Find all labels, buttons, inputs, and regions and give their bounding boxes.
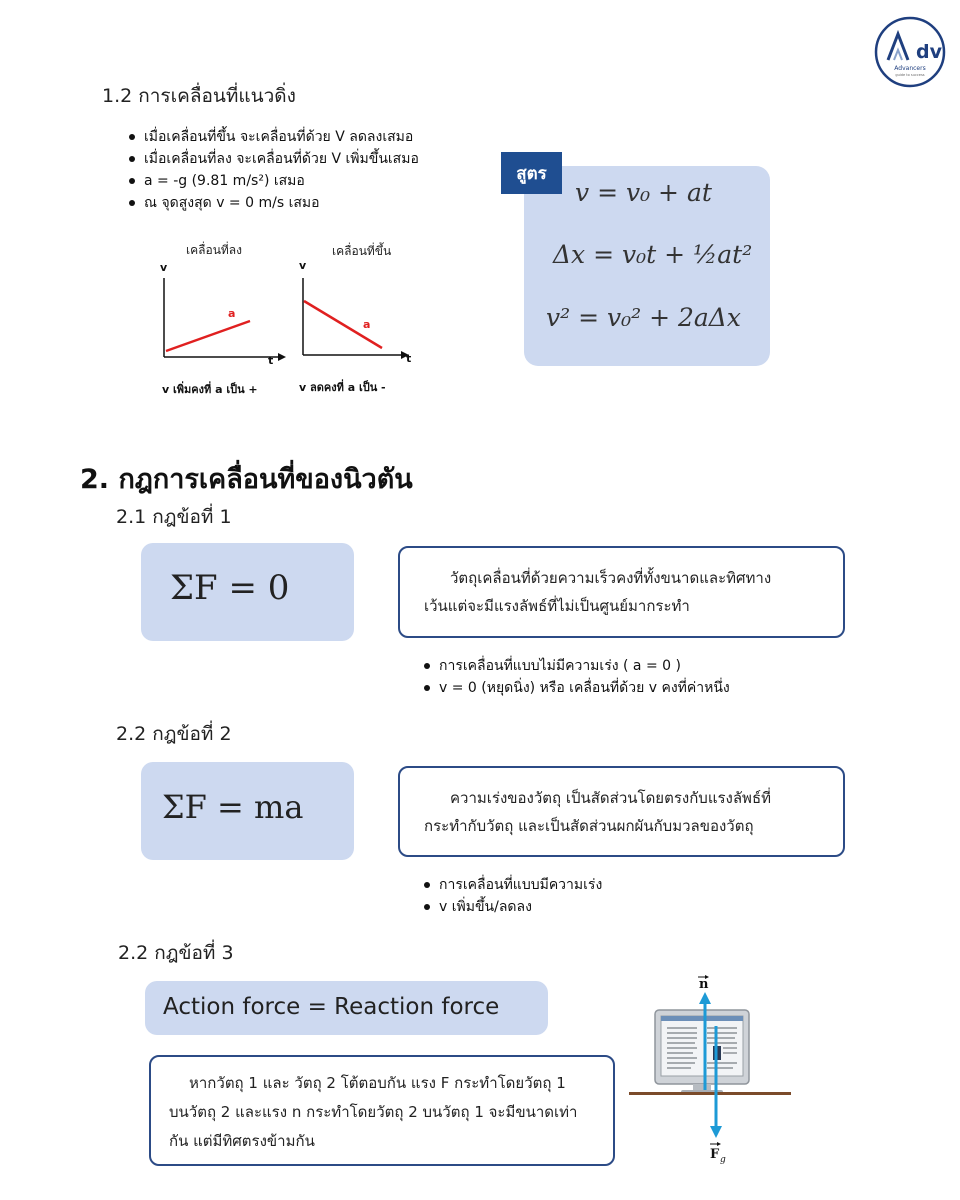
law2-equation: ΣF = ma [162,788,304,826]
law2-description-line: กระทำกับวัตถุ และเป็นสัดส่วนผกผันกับมวลของวัตถุ [424,817,754,835]
graph-down [150,256,290,368]
graph-down-y-label: v [160,261,168,274]
graph-down-caption: v เพิ่มคงที่ a เป็น + [162,383,258,396]
gravity-force-subscript: g [720,1155,726,1165]
graph-up-y-label: v [299,259,307,272]
law3-description-line: บนวัตถุ 2 และแรง n กระทำโดยวัตถุ 2 บนวัตถุ 1 จะมีขนาดเท่า [169,1103,578,1121]
law3-equation: Action force = Reaction force [163,994,500,1020]
graph-down-line [166,321,250,351]
law3-heading: 2.2 กฎข้อที่ 3 [118,942,234,964]
law3-description-line: กัน แต่มีทิศตรงข้ามกัน [169,1132,315,1150]
bullet-item: การเคลื่อนที่แบบมีความเร่ง [419,874,602,896]
law2-description [398,766,845,857]
normal-force-label: n [699,977,709,992]
law1-heading: 2.1 กฎข้อที่ 1 [116,506,232,528]
formula-displacement: Δx = v₀t + ½at² [553,240,753,269]
law3-description [149,1055,615,1166]
bullet-item: ณ จุดสูงสุด v = 0 m/s เสมอ [124,192,419,214]
bullet-item: เมื่อเคลื่อนที่ลง จะเคลื่อนที่ด้วย V เพิ่มขึ้นเสมอ [124,148,419,170]
graph-up-title: เคลื่อนที่ขึ้น [332,244,392,258]
svg-text:dv: dv [916,41,942,63]
graph-up [290,256,420,368]
law2-description-line: ความเร่งของวัตถุ เป็นสัดส่วนโดยตรงกับแรงลัพธ์ที่ [450,789,771,807]
graph-up-caption: v ลดคงที่ a เป็น - [299,381,386,394]
law2-bullets [419,874,602,918]
section-2-heading: 2. กฎการเคลื่อนที่ของนิวตัน [80,464,413,495]
logo-tagline: guide to success [895,73,925,77]
graph-up-line-label: a [363,318,371,331]
bullet-item: การเคลื่อนที่แบบไม่มีความเร่ง ( a = 0 ) [419,655,730,677]
bullet-item: v = 0 (หยุดนิ่ง) หรือ เคลื่อนที่ด้วย v คงที่ค่าหนึ่ง [419,677,730,699]
bullet-item: เมื่อเคลื่อนที่ขึ้น จะเคลื่อนที่ด้วย V ลดลงเสมอ [124,126,419,148]
law1-bullets [419,655,730,699]
graph-down-x-label: t [268,354,274,367]
section-1-2-heading: 1.2 การเคลื่อนที่แนวดิ่ง [102,85,296,107]
graph-down-line-label: a [228,307,236,320]
formula-tag: สูตร [501,152,562,194]
law2-heading: 2.2 กฎข้อที่ 2 [116,723,232,745]
formula-velocity-squared: v² = v₀² + 2aΔx [546,303,741,332]
bullet-item: a = -g (9.81 m/s²) เสมอ [124,170,419,192]
law1-description-line: วัตถุเคลื่อนที่ด้วยความเร็วคงที่ทั้งขนาดและทิศทาง [450,569,772,587]
formula-velocity: v = v₀ + at [575,178,712,207]
law1-equation: ΣF = 0 [170,568,290,608]
law1-description-line: เว้นแต่จะมีแรงลัพธ์ที่ไม่เป็นศูนย์มากระทำ [424,597,690,615]
logo-name: Advancers [894,65,926,72]
graph-down-title: เคลื่อนที่ลง [186,243,243,257]
monitor-force-figure [625,968,795,1173]
advancers-logo [874,16,946,88]
section-1-2-bullets [124,126,419,214]
graph-up-x-label: t [406,352,412,365]
law1-description [398,546,845,638]
law3-description-line: หากวัตถุ 1 และ วัตถุ 2 โต้ตอบกัน แรง F กระทำโดยวัตถุ 1 [189,1074,566,1092]
bullet-item: v เพิ่มขึ้น/ลดลง [419,896,602,918]
gravity-force-label: F [710,1147,720,1162]
table-surface [629,1092,791,1095]
